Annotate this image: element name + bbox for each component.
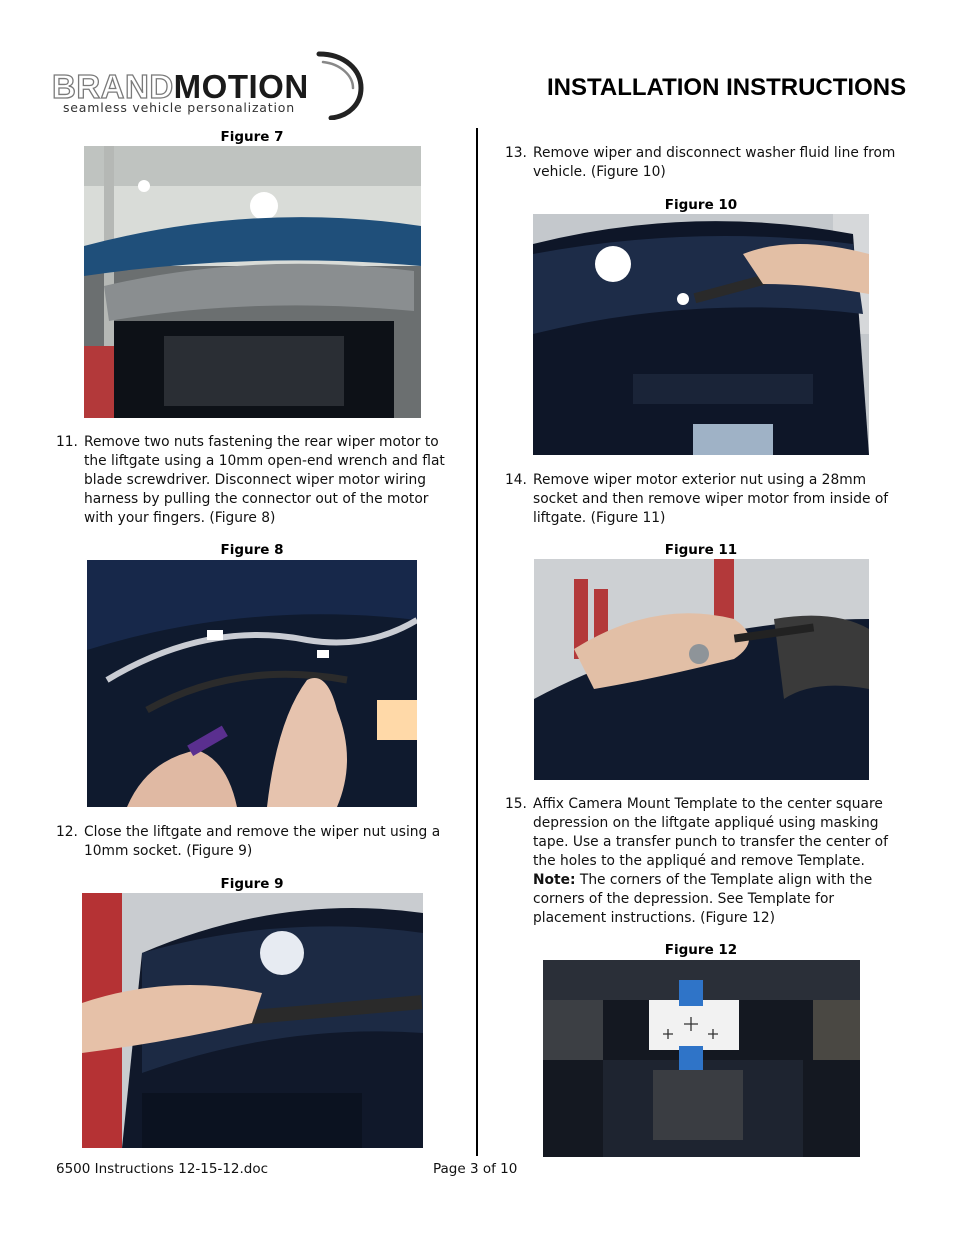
- step-11-line: harness by pulling the connector out of the motor: [84, 491, 429, 507]
- brand-logo: [50, 50, 370, 120]
- figure-9-photo: [82, 893, 423, 1148]
- figure-12-photo: [543, 960, 860, 1157]
- logo-wordmark: [52, 70, 309, 103]
- footer-page-number: Page 3 of 10: [433, 1161, 518, 1177]
- step-14-number: 14.: [505, 472, 527, 488]
- step-14-text: [533, 471, 888, 528]
- step-11-line: blade screwdriver. Disconnect wiper motor wiring: [84, 472, 427, 488]
- step-15-note-text: The corners of the Template align with the: [575, 872, 873, 888]
- column-divider: [476, 128, 478, 1156]
- step-15-line: depression on the liftgate appliqué using masking: [533, 815, 879, 831]
- logo-brand-text: BRAND: [52, 68, 174, 105]
- step-13-number: 13.: [505, 145, 527, 161]
- figure-11-photo: [534, 559, 869, 780]
- page-title: INSTALLATION INSTRUCTIONS: [547, 74, 907, 101]
- step-15-line: corners of the depression. See Template for: [533, 891, 835, 907]
- figure-8-photo: [87, 560, 417, 807]
- step-15-line: the holes to the appliqué and remove Template.: [533, 853, 865, 869]
- figure-7-photo: [84, 146, 421, 418]
- step-15-note-label: Note:: [533, 872, 576, 888]
- step-11-line: with your fingers. (Figure 8): [84, 510, 276, 526]
- step-12-line: Close the liftgate and remove the wiper nut using a: [84, 824, 441, 840]
- step-14-line: Remove wiper motor exterior nut using a 28mm: [533, 472, 867, 488]
- step-15-number: 15.: [505, 796, 527, 812]
- step-15-line: Affix Camera Mount Template to the center square: [533, 796, 883, 812]
- step-15-line: placement instructions. (Figure 12): [533, 910, 775, 926]
- step-15-note-line: [533, 871, 888, 890]
- figure-7-caption: Figure 7: [220, 129, 284, 145]
- logo-motion-text: MOTION: [173, 68, 309, 105]
- figure-10-photo: [533, 214, 869, 455]
- step-13-line: Remove wiper and disconnect washer fluid line from: [533, 145, 896, 161]
- step-11-text: [84, 433, 445, 528]
- step-14-line: socket and then remove wiper motor from inside of: [533, 491, 889, 507]
- step-11-number: 11.: [56, 434, 78, 450]
- step-13-line: vehicle. (Figure 10): [533, 164, 666, 180]
- step-11-line: Remove two nuts fastening the rear wiper motor to: [84, 434, 439, 450]
- step-11-line: the liftgate using a 10mm open-end wrench and flat: [84, 453, 445, 469]
- figure-8-caption: Figure 8: [220, 542, 284, 558]
- logo-swoosh-icon: [305, 50, 365, 120]
- step-13-text: [533, 144, 895, 182]
- step-12-text: [84, 823, 440, 861]
- figure-11-caption: Figure 11: [664, 542, 738, 558]
- step-15-text: [533, 795, 888, 928]
- figure-10-caption: Figure 10: [664, 197, 738, 213]
- step-15-line: tape. Use a transfer punch to transfer the center of: [533, 834, 888, 850]
- figure-9-caption: Figure 9: [220, 876, 284, 892]
- step-14-line: liftgate. (Figure 11): [533, 510, 666, 526]
- footer-doc-name: 6500 Instructions 12-15-12.doc: [56, 1161, 269, 1177]
- figure-12-caption: Figure 12: [664, 942, 738, 958]
- logo-tagline: seamless vehicle personalization: [63, 100, 295, 115]
- step-12-line: 10mm socket. (Figure 9): [84, 843, 253, 859]
- step-12-number: 12.: [56, 824, 78, 840]
